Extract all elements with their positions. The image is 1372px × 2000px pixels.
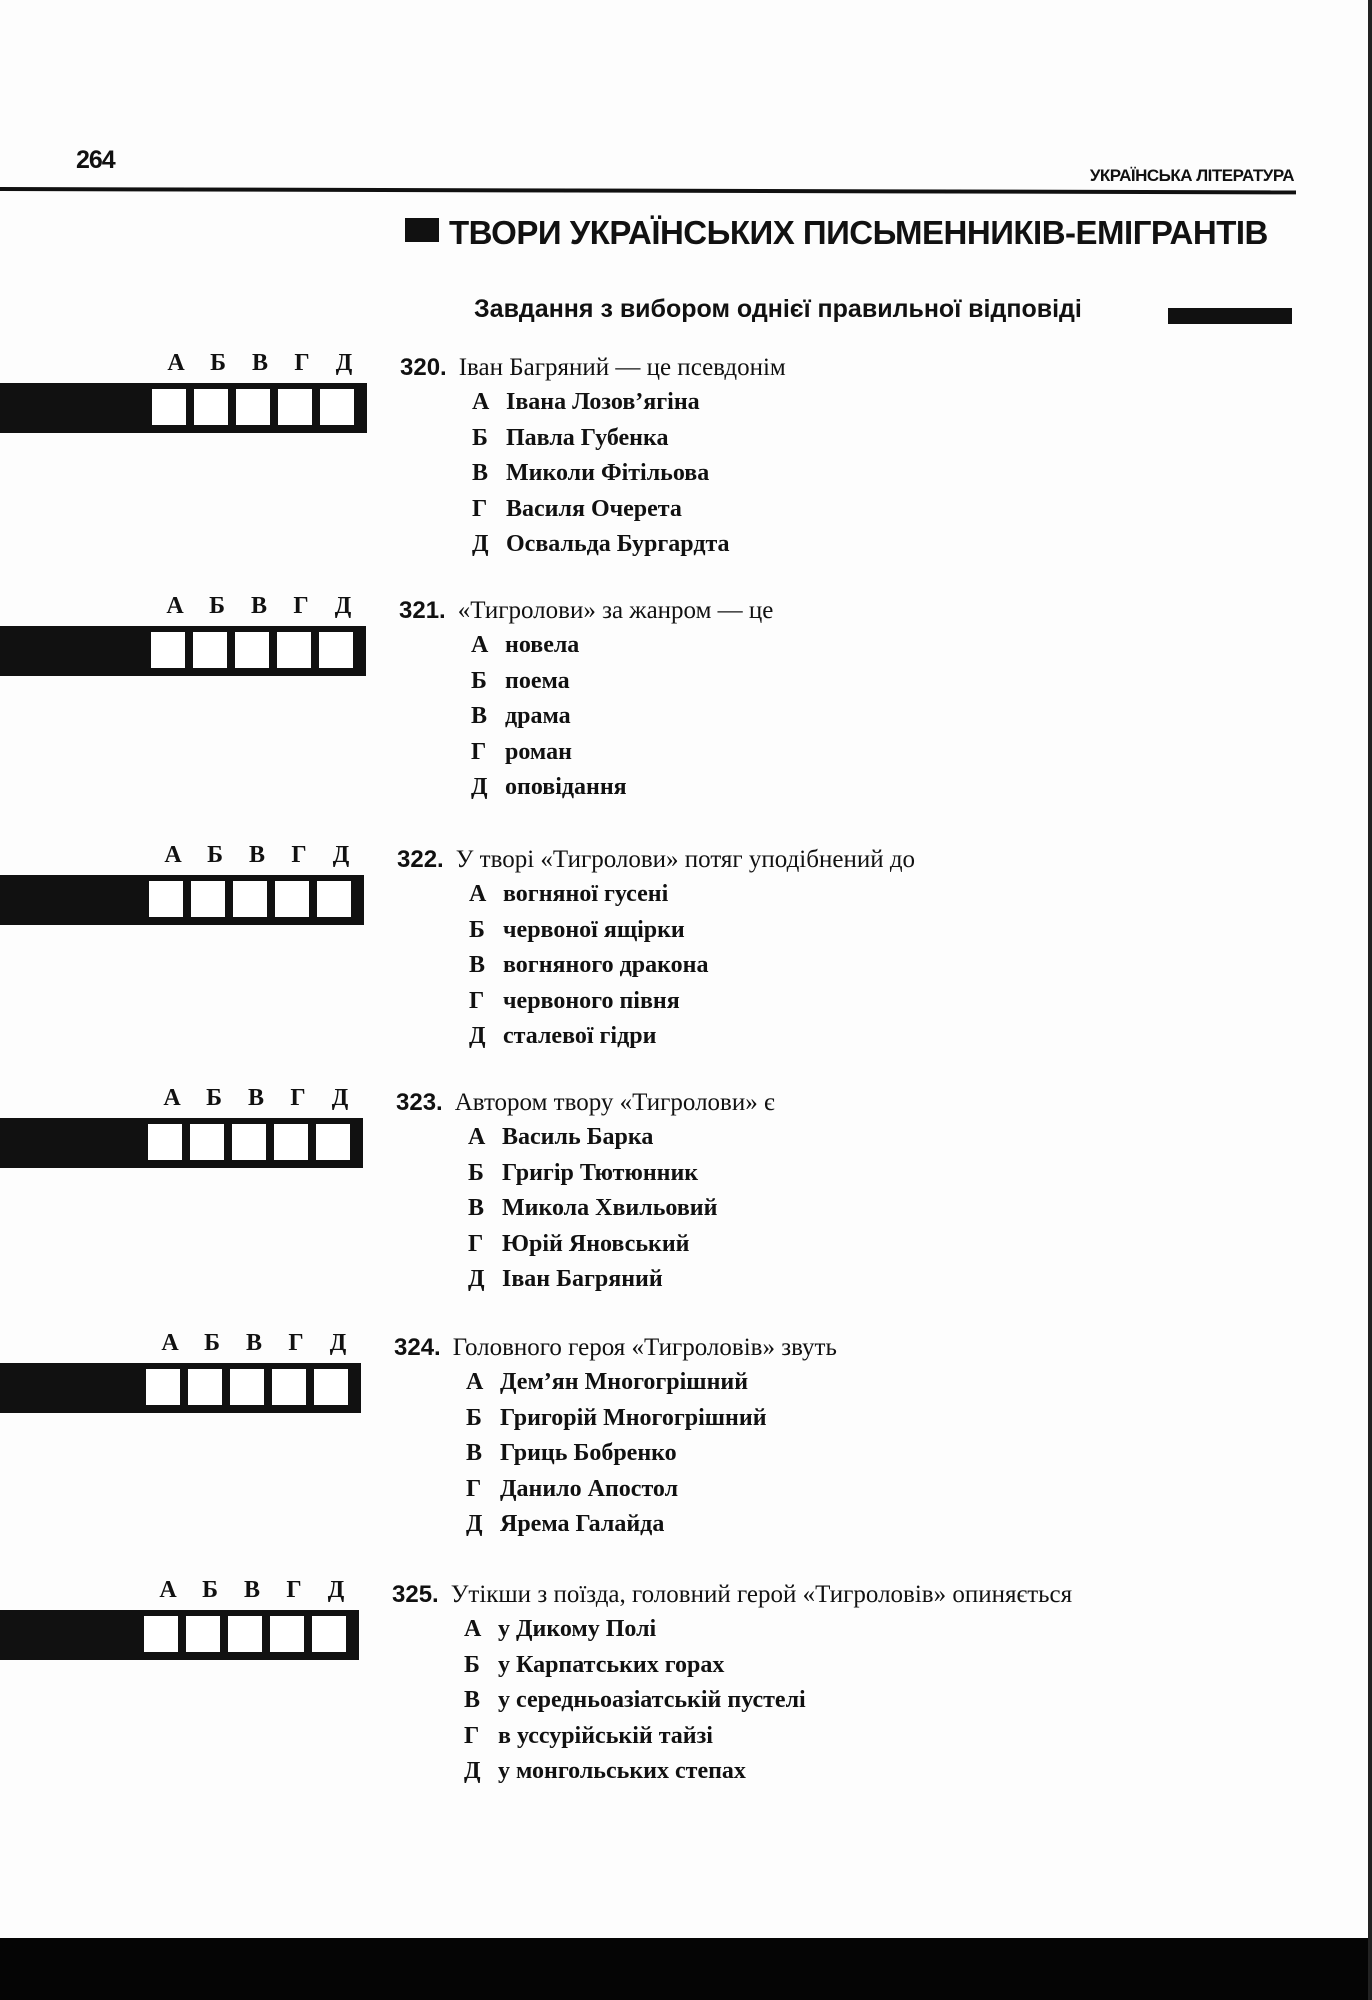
option: [464, 1616, 656, 1643]
answer-letter: А: [159, 1577, 177, 1603]
option-text: драма: [505, 703, 571, 729]
answer-box-5[interactable]: [319, 632, 353, 668]
answer-letters: [154, 593, 364, 620]
answer-box-3[interactable]: [230, 1369, 264, 1405]
option-letter: А: [464, 1616, 482, 1642]
option-letter: В: [469, 952, 486, 978]
answer-letters: [147, 1577, 357, 1604]
answer-letter: Г: [290, 1085, 306, 1111]
subtitle-bar: [1168, 308, 1292, 324]
answer-letter: Д: [327, 1577, 345, 1603]
answer-letter: В: [247, 1085, 264, 1111]
option-text: поема: [505, 667, 570, 694]
section-title: [405, 214, 1268, 252]
option-text: Ярема Галайда: [500, 1511, 665, 1537]
option: [471, 632, 579, 659]
answer-letter: Б: [204, 1330, 220, 1356]
answer-letters: [152, 842, 362, 869]
option: [464, 1652, 724, 1679]
option-text: Данило Апостол: [500, 1475, 679, 1502]
option-text: Миколи Фітільова: [506, 460, 710, 486]
option: [471, 703, 571, 730]
question-stem: Головного героя «Тигроловів» звуть: [452, 1334, 837, 1361]
option-text: оповідання: [505, 774, 627, 800]
question-323: [0, 1085, 1296, 1335]
answer-box-1[interactable]: [151, 632, 185, 668]
answer-letters: [149, 1330, 359, 1357]
question-number: 322.: [397, 846, 444, 873]
option: [464, 1723, 713, 1750]
question-text: [397, 846, 915, 874]
answer-letters: [151, 1085, 361, 1112]
option-letter: Д: [471, 774, 488, 800]
option: [468, 1266, 663, 1293]
option-letter: Б: [468, 1159, 484, 1186]
answer-box-2[interactable]: [194, 389, 228, 425]
option-letter: Г: [466, 1475, 482, 1502]
option-letter: Д: [468, 1266, 485, 1292]
option-text: вогняної гусені: [503, 881, 669, 907]
option: [464, 1687, 806, 1714]
answer-box-5[interactable]: [312, 1616, 346, 1652]
answer-box-5[interactable]: [317, 881, 351, 917]
option-letter: А: [472, 389, 490, 415]
option-text: Івана Лозов’ягіна: [506, 389, 700, 415]
option-letter: А: [469, 881, 487, 907]
option-text: Василя Очерета: [506, 495, 682, 522]
option-letter: В: [464, 1687, 481, 1713]
option-text: Дем’ян Многогрішний: [500, 1369, 749, 1395]
answer-box-4[interactable]: [275, 881, 309, 917]
option: [466, 1511, 664, 1538]
answer-letter: Б: [206, 1085, 222, 1111]
answer-box-3[interactable]: [235, 632, 269, 668]
option: [469, 952, 708, 979]
option-letter: А: [466, 1369, 484, 1395]
answer-letters: [155, 350, 365, 377]
option-letter: Д: [466, 1511, 483, 1537]
answer-letter: Г: [288, 1330, 304, 1356]
option-letter: Б: [471, 667, 487, 694]
answer-letter: В: [245, 1330, 262, 1356]
option: [469, 1023, 656, 1050]
question-number: 324.: [394, 1334, 441, 1361]
question-stem: Утікши з поїзда, головний герой «Тигроловів» опиняється: [450, 1581, 1073, 1608]
option-letter: Г: [464, 1722, 480, 1749]
answer-box-2[interactable]: [191, 881, 225, 917]
answer-grid: [0, 1118, 363, 1168]
question-text: [394, 1334, 837, 1362]
option: [472, 531, 730, 558]
option-text: у монгольських степах: [498, 1758, 746, 1784]
option-letter: В: [466, 1440, 483, 1466]
option: [471, 668, 570, 695]
answer-letter: В: [250, 593, 267, 619]
answer-letter: Г: [294, 350, 310, 376]
option-text: у Карпатських горах: [498, 1651, 725, 1678]
option-letter: Д: [472, 531, 489, 557]
answer-box-2[interactable]: [190, 1124, 224, 1160]
running-head: УКРАЇНСЬКА ЛІТЕРАТУРА: [1089, 166, 1294, 185]
header-rule: [0, 187, 1296, 194]
option-letter: Д: [464, 1758, 481, 1784]
section-title-text: ТВОРИ УКРАЇНСЬКИХ ПИСЬМЕННИКІВ-ЕМІГРАНТІВ: [449, 214, 1268, 251]
answer-box-3[interactable]: [236, 389, 270, 425]
answer-letter: Д: [334, 593, 352, 619]
option-text: Гриць Бобренко: [500, 1440, 677, 1466]
option: [469, 881, 668, 908]
question-stem: Іван Багряний — це псевдонім: [458, 354, 786, 381]
option: [466, 1369, 748, 1396]
answer-letter: Д: [332, 842, 350, 868]
answer-box-1[interactable]: [148, 1124, 182, 1160]
option: [472, 425, 668, 452]
option-letter: Г: [469, 987, 485, 1014]
answer-letter: В: [248, 842, 265, 868]
page-number: 264: [76, 146, 115, 174]
option-letter: В: [468, 1195, 485, 1221]
option-letter: В: [472, 460, 489, 486]
answer-box-4[interactable]: [272, 1369, 306, 1405]
answer-letter: Д: [331, 1085, 349, 1111]
answer-box-1[interactable]: [146, 1369, 180, 1405]
option-letter: Г: [471, 738, 487, 765]
answer-box-4[interactable]: [278, 389, 312, 425]
question-324: [0, 1330, 1294, 1580]
option: [466, 1440, 677, 1467]
option-text: сталевої гідри: [503, 1023, 657, 1049]
question-stem: «Тигролови» за жанром — це: [457, 597, 774, 624]
answer-letter: Б: [202, 1577, 218, 1603]
option-text: Григір Тютюнник: [502, 1159, 699, 1186]
answer-box-4[interactable]: [277, 632, 311, 668]
answer-box-4[interactable]: [274, 1124, 308, 1160]
option: [468, 1124, 653, 1151]
answer-box-2[interactable]: [188, 1369, 222, 1405]
answer-letter: А: [164, 842, 182, 868]
option-text: Іван Багряний: [502, 1266, 663, 1292]
option: [472, 496, 682, 523]
option-text: Василь Барка: [502, 1124, 654, 1150]
answer-letter: Д: [335, 350, 353, 376]
question-stem: Автором твору «Тигролови» є: [454, 1089, 775, 1116]
option-letter: Г: [468, 1230, 484, 1257]
option-letter: Б: [464, 1651, 480, 1678]
answer-letter: В: [243, 1577, 260, 1603]
answer-letter: Б: [207, 842, 223, 868]
question-number: 325.: [392, 1581, 439, 1608]
subtitle: Завдання з вибором однієї правильної відповіді: [474, 295, 1082, 323]
answer-grid: [0, 626, 366, 676]
option-letter: А: [468, 1124, 486, 1150]
option: [464, 1758, 746, 1785]
option: [471, 739, 572, 766]
option: [468, 1160, 698, 1187]
answer-box-5[interactable]: [316, 1124, 350, 1160]
answer-box-2[interactable]: [193, 632, 227, 668]
answer-grid: [0, 1610, 359, 1660]
option: [469, 917, 685, 944]
answer-box-5[interactable]: [314, 1369, 348, 1405]
question-325: [0, 1577, 1292, 1827]
answer-letter: А: [167, 350, 185, 376]
answer-letter: Г: [286, 1577, 302, 1603]
option: [469, 988, 680, 1015]
question-text: [399, 597, 773, 625]
answer-box-3[interactable]: [232, 1124, 266, 1160]
answer-letter: В: [251, 350, 268, 376]
question-number: 320.: [400, 354, 447, 381]
answer-box-3[interactable]: [228, 1616, 262, 1652]
option-text: у середньоазіатській пустелі: [498, 1687, 806, 1713]
answer-letter: Б: [210, 350, 226, 376]
question-text: [392, 1581, 1072, 1609]
option-letter: А: [471, 632, 489, 658]
option-text: в уссурійській тайзі: [498, 1722, 713, 1749]
answer-box-4[interactable]: [270, 1616, 304, 1652]
option-text: Микола Хвильовий: [502, 1195, 718, 1221]
option: [472, 389, 700, 416]
question-number: 321.: [399, 597, 446, 624]
answer-letter: А: [163, 1085, 181, 1111]
question-text: [400, 354, 786, 382]
option-text: Юрій Яновський: [502, 1230, 690, 1257]
answer-box-5[interactable]: [320, 389, 354, 425]
option-letter: Б: [466, 1404, 482, 1431]
option-text: роман: [505, 738, 572, 765]
question-322: [0, 842, 1297, 1092]
option-letter: Г: [472, 495, 488, 522]
answer-box-1[interactable]: [152, 389, 186, 425]
option: [471, 774, 627, 801]
answer-letter: Г: [293, 593, 309, 619]
option: [466, 1476, 678, 1503]
option-text: вогняного дракона: [503, 952, 709, 978]
option-letter: В: [471, 703, 488, 729]
answer-letter: Б: [209, 593, 225, 619]
option-text: новела: [505, 632, 580, 658]
scan-right-border: [1368, 0, 1372, 2000]
option-letter: Б: [469, 916, 485, 943]
option: [468, 1231, 690, 1258]
option-letter: Б: [472, 424, 488, 451]
option-text: червоної ящірки: [503, 916, 685, 943]
option-letter: Д: [469, 1023, 486, 1049]
answer-box-2[interactable]: [186, 1616, 220, 1652]
question-number: 323.: [396, 1089, 443, 1116]
option-text: у Дикому Полі: [498, 1616, 657, 1642]
answer-box-3[interactable]: [233, 881, 267, 917]
option-text: Григорій Многогрішний: [500, 1404, 767, 1431]
answer-grid: [0, 1363, 361, 1413]
answer-letter: А: [161, 1330, 179, 1356]
option: [466, 1405, 767, 1432]
question-320: [0, 350, 1300, 600]
option: [472, 460, 709, 487]
option-text: Павла Губенка: [506, 424, 669, 451]
answer-letter: Д: [329, 1330, 347, 1356]
option-text: червоного півня: [503, 987, 680, 1014]
answer-grid: [0, 383, 367, 433]
option: [468, 1195, 717, 1222]
option-text: Освальда Бургардта: [506, 531, 730, 557]
answer-letter: Г: [291, 842, 307, 868]
square-bullet-icon: [405, 218, 439, 242]
question-stem: У творі «Тигролови» потяг уподібнений до: [455, 846, 916, 873]
answer-box-1[interactable]: [149, 881, 183, 917]
question-321: [0, 593, 1299, 843]
answer-box-1[interactable]: [144, 1616, 178, 1652]
answer-letter: А: [166, 593, 184, 619]
scan-bottom-border: [0, 1938, 1372, 2000]
question-text: [396, 1089, 775, 1117]
answer-grid: [0, 875, 364, 925]
